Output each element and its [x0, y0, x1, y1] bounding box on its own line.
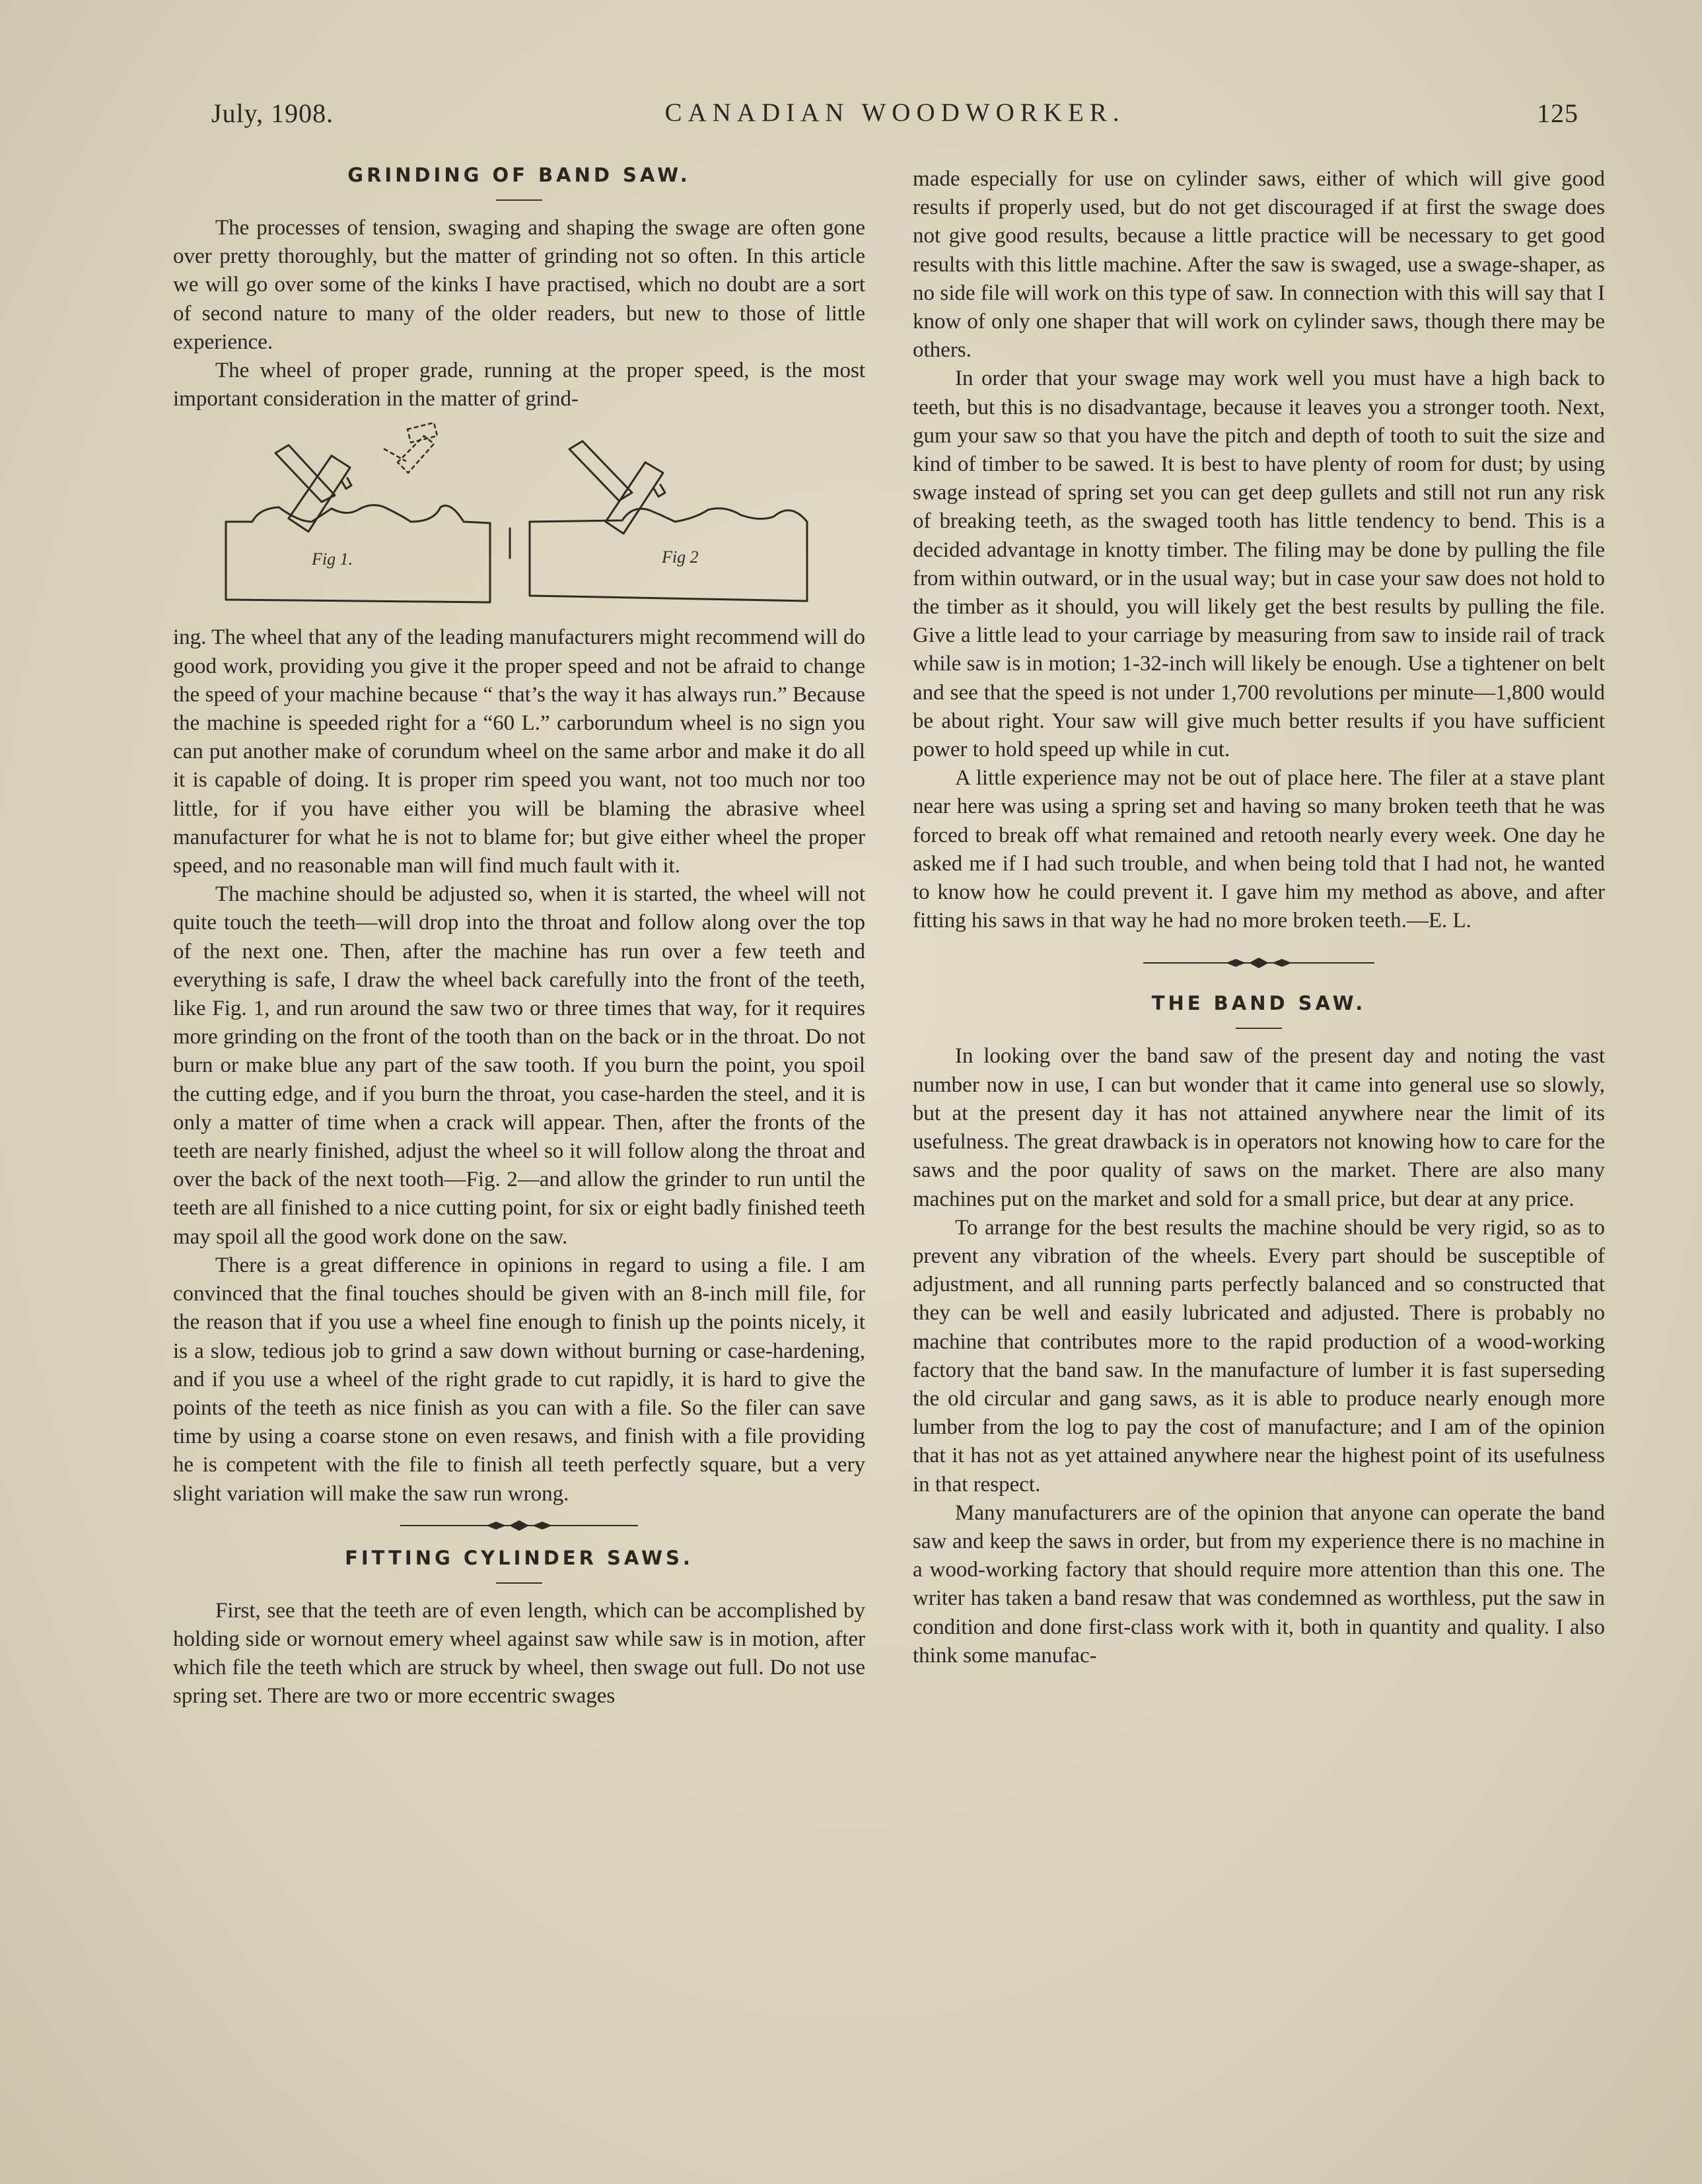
title-rule — [496, 1582, 542, 1584]
issue-date: July, 1908. — [211, 98, 334, 128]
page-header — [211, 98, 1578, 137]
saw-grinding-illustration — [173, 423, 865, 614]
right-column — [913, 165, 1605, 1670]
paragraph: A little experience may not be out of place here. The filer at a stave plant near here was using a spring set and having so many broken teeth that he was forced to break off what remained and retooth nearly every week. One day he asked me if I had such trouble, and when being told that I had not, he wanted to know how he could prevent it. I gave him my method as above, and after fitting his saws in that way he had no more broken teeth.—E. L. — [913, 766, 1605, 933]
paragraph: Many manufacturers are of the opinion that anyone can operate the band saw and keep the saws in order, but from my experience there is no machine in a wood-working factory that should require more attention than this one. The writer has taken a band resaw that was condemned as worthless, put the saw in condition and done first-class work with it, both in quantity and quality. I also think some manufac- — [913, 1500, 1605, 1668]
paragraph: In order that your swage may work well you must have a high back to teeth, but this is no disadvantage, because it leaves you a stronger tooth. Next, gum your saw so that you have the pitch and depth of tooth to suit the size and kind of timber to be sawed. It is best to have plenty of room for dust; by using swage instead of spring set you can get deep gullets and still not run any risk of breaking teeth, as the swaged tooth has little tendency to bend. This is a decided advantage in knotty timber. The filing may be done by pulling the file from within outward, or in the usual way; but in case your saw does not hold to the timber as it should, you will likely get the best results by pulling the file. Give a little lead to your carriage by measuring from saw to inside rail of track while saw is in motion; 1-32-inch will likely be enough. Use a tightener on belt and see that the speed is not under 1,700 revolutions per minute—1,800 would be about right. Your saw will give much better results if you have sufficient power to hold speed up while in cut. — [913, 367, 1605, 762]
ornament-divider-icon — [1143, 955, 1374, 971]
title-rule — [496, 199, 542, 201]
magazine-title: CANADIAN WOODWORKER. — [664, 98, 1125, 127]
article-title-band-saw: THE BAND SAW. — [1151, 992, 1366, 1015]
ornament-divider-icon — [400, 1518, 638, 1533]
paragraph: There is a great difference in opinions in regard to using a file. I am convinced that the final touches should be given with an 8-inch mill file, for the reason that if you use a wheel fine enough to finish up the points nicely, it is a slow, tedious job to grind a saw down without burning or case-hardening, and if you use a wheel of the right grade to cut rapidly, it is hard to give the points of the teeth as nice finish as you can with a file. So the filer can save time by using a coarse stone on even resaws, and finish with a file providing he is competent with the file to finish all teeth perfectly square, but a very slight variation will make the saw run wrong. — [173, 1253, 865, 1506]
paragraph: ing. The wheel that any of the leading manufacturers might recommend will do good work, providing you give it the proper speed and not be afraid to change the speed of your machine because “ that’s the way it has always run.” Because the machine is speeded right for a “60 L.” carborundum wheel is no sign you can put another make of corundum wheel on the same arbor and make it do all it is capable of doing. It is proper rim speed you want, not too much nor too little, for if you have either you will be blaming the abrasive wheel manufacturer for what he is not to blame for; but give either wheel the proper speed, and no reasonable man will find much fault with it. — [173, 625, 865, 878]
article-title-cylinder: FITTING CYLINDER SAWS. — [345, 1546, 693, 1569]
paragraph: To arrange for the best results the machine should be very rigid, so as to prevent any vibration of the wheels. Every part should be susceptible of adjustment, and all running parts perfectly balanced and so constructed that they can be well and easily lubricated and adjusted. There is probably no machine that contributes more to the rapid production of a wood-working factory that the band saw. In the manufacture of lumber it is fast superseding the old circular and gang saws, as it is able to produce nearly enough more lumber from the log to pay the cost of manufacture; and I am of the opinion that it has not as yet attained anywhere near the highest point of its usefulness in that respect. — [913, 1215, 1605, 1497]
left-column — [173, 156, 865, 1711]
paragraph: The wheel of proper grade, running at the proper speed, is the most important consideration in the matter of grind- — [173, 359, 865, 411]
title-rule — [1236, 1028, 1282, 1029]
page-number: 125 — [1537, 98, 1578, 128]
grinding-figure — [173, 423, 865, 614]
paragraph: made especially for use on cylinder saws, either of which will give good results if properly used, but do not get discouraged if at first the swage does not give good results, because a little practice will be necessary to get good results with this little machine. After the saw is swaged, use a swage-shaper, as no side file will work on this type of saw. In connection with this will say that I know of only one shaper that will work on cylinder saws, though there may be others. — [913, 167, 1605, 363]
section-ornament — [173, 1518, 865, 1537]
section-ornament — [913, 955, 1605, 975]
figure-label: Fig 1. — [312, 549, 353, 569]
figure-label: Fig 2 — [662, 547, 699, 567]
paragraph: The machine should be adjusted so, when it is started, the wheel will not quite touch the teeth—will drop into the throat and follow along over the top of the next one. Then, after the machine has run over a few teeth and everything is safe, I draw the wheel back carefully into the front of the teeth, like Fig. 1, and run around the saw two or three times that way, for it requires more grinding on the front of the tooth than on the back or in the throat. Do not burn or make blue any part of the saw tooth. If you burn the point, you spoil the cutting edge, and if you burn the throat, you case-harden the steel, and it is only a matter of time when a crack will appear. Then, after the fronts of the teeth are nearly finished, adjust the wheel so it will follow along the throat and over the back of the next tooth—Fig. 2—and allow the grinder to run until the teeth are all finished to a nice cutting point, for six or eight badly finished teeth may spoil all the good work done on the saw. — [173, 882, 865, 1249]
paragraph: In looking over the band saw of the present day and noting the vast number now in use, I can but wonder that it came into general use so slowly, but at the present day it has not attained anywhere near the limit of its usefulness. The great drawback is in operators not knowing how to care for the saws and the poor quality of saws on the market. There are also many machines put on the market and sold for a small price, but dear at any price. — [913, 1044, 1605, 1211]
paragraph: First, see that the teeth are of even length, which can be accomplished by holding side or wornout emery wheel against saw while saw is in motion, after which file the teeth which are struck by wheel, then swage out full. Do not use spring set. There are two or more eccentric swages — [173, 1598, 865, 1708]
paragraph: The processes of tension, swaging and shaping the swage are often gone over pretty thoroughly, but the matter of grinding not so often. In this article we will go over some of the kinks I have practised, which no doubt are a sort of second nature to many of the older readers, but new to those of little experience. — [173, 216, 865, 354]
article-title-grinding: GRINDING OF BAND SAW. — [347, 164, 691, 186]
